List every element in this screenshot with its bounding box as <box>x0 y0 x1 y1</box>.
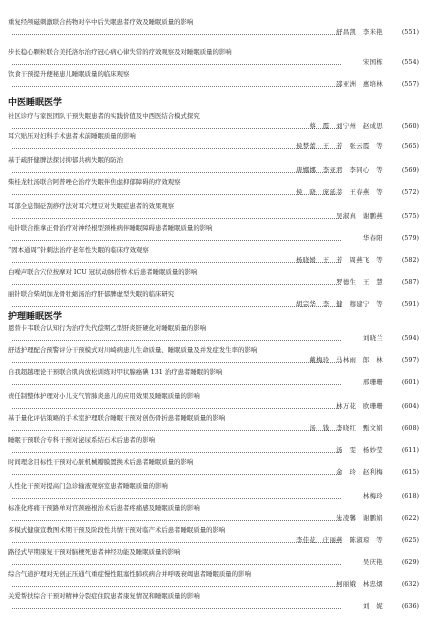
entry-authors: 戴梅玲 马林雨 郎 林 <box>309 356 383 364</box>
dot-leader <box>12 608 341 609</box>
dot-leader <box>12 86 341 87</box>
entry-title: 耳部全息铜砭刮痧疗法对耳穴埋豆对失眠症患者的效果观察 <box>8 202 175 210</box>
dot-leader <box>12 586 341 587</box>
dot-leader <box>12 64 341 65</box>
entry-title: 自我超越理论干预联合肌肉放松训练对甲状腺癌碘 131 治疗患者睡眠的影响 <box>8 368 223 376</box>
entry-authors: 林梅玲 <box>362 492 383 500</box>
dot-leader <box>12 452 341 453</box>
dot-leader <box>12 172 341 173</box>
entry-title: 睡眠干预联合专科干预对泌尿系结石术后患者的影响 <box>8 436 155 444</box>
entry-title: 饮食干预提升便秘患儿睡眠质量的临床观察 <box>8 70 130 78</box>
entry-page: (582) <box>401 256 419 264</box>
entry-page: (604) <box>401 402 419 410</box>
entry-authors: 汤 钱 李晓红 甄文娟 <box>309 424 383 432</box>
entry-title: 多模式健康宣教图术期干预及阶段性共情干预对临产术后患者睡眠质量的影响 <box>8 526 226 534</box>
entry-title: 恩替卡韦联合认知行为治疗失代偿期乙型肝炎肝硬化对睡眠质量的影响 <box>8 324 207 332</box>
dot-leader <box>12 34 341 35</box>
entry-title: 标准化疼痛干预路单对宫颈癌根治术后患者疼痛感及睡眠质量的影响 <box>8 504 200 512</box>
dot-leader <box>12 340 341 341</box>
dot-leader <box>12 542 341 543</box>
entry-title: 电针联合推拿正骨治疗对神经根型颈椎病伴睡眠障碍患者睡眠质量的影响 <box>8 224 213 232</box>
entry-title: 基于疏肝健脾法探讨抑郁共病失眠的防治 <box>8 156 124 164</box>
entry-title: 步长稳心颗粒联合美托洛尔治疗冠心病心律失常的疗效观察及对睡眠质量的影响 <box>8 48 232 56</box>
entry-page: (608) <box>401 424 419 432</box>
entry-page: (569) <box>401 166 419 174</box>
entry-authors: 唐娜娜 李亚君 李同心 等 <box>296 166 383 174</box>
dot-leader <box>12 240 341 241</box>
entry-page: (622) <box>401 514 419 522</box>
entry-title: 时间理念目标性干预对心脏机械瓣膜置换术后患者睡眠质量的影响 <box>8 458 194 466</box>
entry-title: 丽针联合柴胡加龙骨牡蛎汤治疗肝郁脾虚型失眠的临床研究 <box>8 290 175 298</box>
entry-authors: 余 玲 赵利梅 <box>336 468 383 476</box>
dot-leader <box>12 194 341 195</box>
dot-leader <box>12 128 341 129</box>
entry-authors: 柯丽娥 林忠烟 <box>336 580 383 588</box>
entry-authors: 邵亚洲 惠培林 <box>336 80 383 88</box>
entry-title: 白噪声联合穴位按摩对 ICU 冠状动脉搭桥术后患者睡眠质量的影响 <box>8 268 198 276</box>
entry-authors: 朱凌馨 谢鹏娟 <box>336 514 383 522</box>
entry-authors: 宋国栋 <box>362 58 383 66</box>
entry-page: (557) <box>401 80 419 88</box>
dot-leader <box>12 430 341 431</box>
entry-authors: 吴淑真 谢鹏燕 <box>336 212 383 220</box>
entry-title: 重复经颅磁刺激联合药物对卒中后失眠患者疗效及睡眠质量的影响 <box>8 18 194 26</box>
dot-leader <box>12 148 341 149</box>
entry-page: (587) <box>401 278 419 286</box>
entry-authors: 侯 晓 庞延莘 王春燕 等 <box>296 188 383 196</box>
entry-authors: 刘晓兰 <box>362 334 383 342</box>
dot-leader <box>12 262 341 263</box>
entry-authors: 舒昌凯 李米艳 <box>336 28 383 36</box>
entry-title: 关爱帮扶综合干预对精神分裂症住院患者康复情况和睡眠质量的影响 <box>8 592 200 600</box>
dot-leader <box>12 408 341 409</box>
entry-page: (615) <box>401 468 419 476</box>
entry-authors: 刘 妮 <box>362 602 383 610</box>
entry-authors: 汤 雯 杨妙莹 <box>336 446 383 454</box>
entry-page: (591) <box>401 300 419 308</box>
entry-page: (601) <box>401 378 419 386</box>
entry-title: 柴桂龙牡汤联合阿普唑仑治疗失眠伴焦虑抑郁障碍的疗效观察 <box>8 178 181 186</box>
entry-page: (625) <box>401 536 419 544</box>
entry-title: 综合气道护理对无创正压通气重症慢性阻塞性肺疾病合并呼吸衰竭患者睡眠质量的影响 <box>8 570 251 578</box>
section-heading: 护理睡眠医学 <box>8 312 63 322</box>
entry-title: 路径式早期康复干预对脑梗死患者神经功能及睡眠质量的影响 <box>8 548 181 556</box>
dot-leader <box>12 564 341 565</box>
entry-page: (611) <box>401 446 419 454</box>
dot-leader <box>12 520 341 521</box>
entry-title: “固本通周”针刺法治疗老年性失眠的临床疗效观察 <box>8 246 149 254</box>
entry-page: (554) <box>401 58 419 66</box>
entry-title: 耳穴贴压对妇科手术患者术前睡眠质量的影响 <box>8 132 136 140</box>
entry-page: (632) <box>401 580 419 588</box>
entry-title: 基于量化评估策略的手术室护理联合睡眠干预对创伤骨折患者睡眠质量的影响 <box>8 414 226 422</box>
section-heading: 中医睡眠医学 <box>8 98 63 108</box>
entry-authors: 林万花 欧珊珊 <box>336 402 383 410</box>
entry-page: (597) <box>401 356 419 364</box>
entry-authors: 蔡 霞 刘宁州 赵成思 <box>309 122 383 130</box>
entry-page: (636) <box>401 602 419 610</box>
entry-authors: 吴庆艳 <box>362 558 383 566</box>
entry-page: (618) <box>401 492 419 500</box>
entry-page: (579) <box>401 234 419 242</box>
entry-authors: 李佳花 庄丽燕 陈淑琼 等 <box>296 536 383 544</box>
dot-leader <box>12 474 341 475</box>
entry-page: (551) <box>401 28 419 36</box>
dot-leader <box>12 384 341 385</box>
dot-leader <box>12 306 341 307</box>
entry-authors: 罗德生 王 慧 <box>336 278 383 286</box>
entry-title: 社区诊疗与家医团队干预失眠患者的实践价值及中西医结合模式探究 <box>8 112 200 120</box>
entry-page: (629) <box>401 558 419 566</box>
entry-page: (575) <box>401 212 419 220</box>
dot-leader <box>12 218 341 219</box>
entry-title: 责任制整体护理对小儿支气管肺炎患儿的应用效果及睡眠质量的影响 <box>8 392 200 400</box>
dot-leader <box>12 362 341 363</box>
dot-leader <box>12 284 341 285</box>
entry-authors: 胡宗华 李 健 穆建宁 等 <box>296 300 383 308</box>
entry-title: 人性化干预对提高门急诊输液观察室患者睡眠质量的影响 <box>8 482 168 490</box>
entry-authors: 侯梦蕾 王 芳 张云霞 等 <box>296 142 383 150</box>
entry-page: (594) <box>401 334 419 342</box>
entry-title: 舒适护理配合预警评分干预模式对川崎病患儿生命质量、睡眠质量及并发症发生率的影响 <box>8 346 258 354</box>
entry-page: (572) <box>401 188 419 196</box>
entry-authors: 邢珊珊 <box>362 378 383 386</box>
entry-page: (560) <box>401 122 419 130</box>
dot-leader <box>12 498 341 499</box>
entry-authors: 华春阳 <box>362 234 383 242</box>
entry-authors: 杨晓媛 王 芳 周燕飞 等 <box>296 256 383 264</box>
entry-page: (565) <box>401 142 419 150</box>
